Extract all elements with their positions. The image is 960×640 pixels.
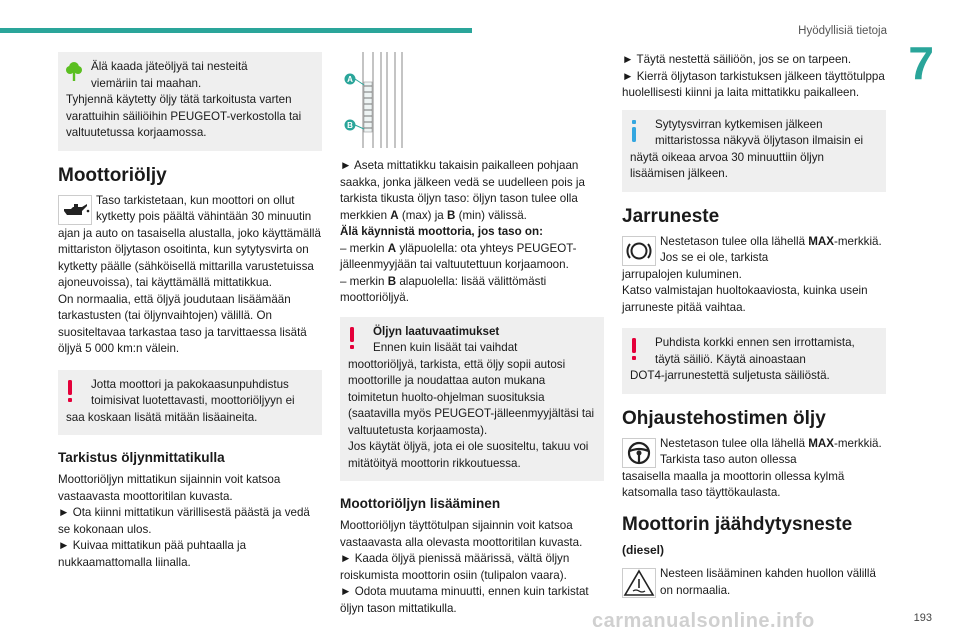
dipstick-illustration [340,52,604,148]
dipstick-heading: Tarkistus öljynmittatikulla [58,450,225,465]
mark-b: B [447,208,456,222]
adding-step-2: ► Odota muutama minuutti, ennen kuin tarkistat öljyn tason mittatikulla. [340,585,589,615]
brake-icon [622,236,656,266]
env-rest: Tyhjennä käytetty öljy tätä tarkoitusta varten varattuihin säiliöihin PEUGEOT-verkostolla tai valtuutetussa korjaamossa. [66,93,302,139]
adding-para-1: Moottoriöljyn täyttötulpan sijainnin voit katsoa vastaavasta alla olevasta moottoritilan kuvasta. [340,519,583,549]
brake-warning-box [622,328,886,394]
dash-above-a [340,241,604,274]
tree-icon [65,60,83,88]
label-b: B [347,121,353,130]
column-2 [340,52,604,617]
oil-can-icon [58,195,92,225]
brake-warn-rest: DOT4-jarrunestettä suljetusta säiliöstä. [630,369,830,382]
info-icon [629,118,639,150]
fill-step-1: ► Täytä nestettä säiliöön, jos se on tarpeen. [622,53,852,66]
additive-rest: saa koskaan lisätä mitään lisäaineita. [66,410,258,424]
additive-warning-box [58,370,322,436]
dash1-mark: A [387,241,397,255]
steering-heading: Ohjaustehostimen öljy [622,407,826,429]
brake-max-mark: MAX [808,234,835,248]
fill-step-2: ► Kierrä öljytason tarkistuksen jälkeen täyttötulppa huolellisesti kiinni ja laita mittatikku paikalleen. [622,69,885,99]
motor-oil-intro [58,193,322,292]
header-title: Hyödyllisiä tietoja [798,25,887,37]
exclamation-icon [629,336,639,368]
watermark: carmanualsonline.info [592,610,815,632]
dash-below-b [340,274,604,307]
page-number: 193 [913,612,932,624]
additive-line-2: toimisivat luotettavasti, moottoriöljyyn ei [91,394,295,407]
quality-rest: moottoriöljyä, tarkista, että öljy sopii autosi moottorille ja noudattaa auton mukana toimitetun huolto-ohjelman suosituksia (saatavilla myös PEUGEOT-jälleenmyyjältäsi tai valtuutetusta korjaamosta). [348,357,595,437]
column-1 [58,52,322,571]
info-line-1: Sytytysvirran kytkemisen jälkeen [655,117,823,131]
motor-oil-intro-indent: Taso tarkistetaan, kun moottori on ollut kytketty pois päältä vähintään 30 minuutin [96,193,312,223]
coolant-warning-icon [622,568,656,598]
brake-fluid-intro [622,234,886,284]
dash2-mark: B [387,274,397,288]
info-line-2: mittaristossa näkyvä öljytason ilmaisin ei [655,134,864,147]
brake-indent-pre: Nestetason tulee olla lähellä [660,234,806,248]
steering-indent-post: -merkkiä. Tarkista taso auton ollessa [660,436,882,466]
chapter-number: 7 [908,37,934,89]
coolant-intro [622,566,886,599]
column-3 [622,52,886,599]
oil-indicator-info-box [622,110,886,192]
env-line-1: Älä kaada jäteöljyä tai nesteitä [91,60,248,73]
mark-a: A [390,208,399,222]
brake-rest: jarrupalojen kuluminen. [622,267,742,281]
dash1-post: yläpuolella: ota yhteys PEUGEOT-jälleenmyyjään tai valtuutettuun korjaamoon. [340,241,577,271]
motor-oil-heading: Moottoriöljy [58,164,167,186]
brake-warn-line-2: täytä säiliö. Käytä ainoastaan [655,352,806,366]
coolant-diesel-label: (diesel) [622,542,665,557]
brake-fluid-heading: Jarruneste [622,205,720,227]
do-not-start-text: Älä käynnistä moottoria, jos taso on: [340,225,543,238]
coolant-indent: Nesteen lisääminen kahden huollon välillä on normaalia. [660,567,876,597]
reinsert-text: ► Aseta mittatikku takaisin paikalleen pohjaan saakka, jonka jälkeen vedä se uudelleen pois ja tarkista tikusta öljyn taso: öljyn tason tulee olla merkkien [340,159,585,222]
brake-para-2: Katso valmistajan huoltokaaviosta, kuinka usein jarruneste pitää vaihtaa. [622,284,868,314]
do-not-start-line [340,224,604,241]
quality-title-text: Öljyn laatuvaatimukset [373,324,500,338]
additive-line-1: Jotta moottori ja pakokaasunpuhdistus [91,377,289,391]
dipstick-drawing [340,52,440,148]
adding-step-1: ► Kaada öljyä pienissä määrissä, vältä öljyn roiskumista moottorin osiin (tulipalon vaara). [340,552,570,582]
steering-intro [622,436,886,502]
brake-warn-line-1: Puhdista korkki ennen sen irrottamista, [655,336,855,349]
reinsert-end: (min) välissä. [458,208,527,222]
dash2-post: alapuolella: lisää välittömästi moottoriöljyä. [340,274,547,304]
dipstick-step-1: ► Ota kiinni mittatikun värillisestä päästä ja vedä se kokonaan ulos. [58,506,310,536]
environment-note-box [58,52,322,151]
exclamation-icon [347,325,357,357]
quality-title [348,324,596,341]
steering-rest: tasaisella maalla ja moottorin ollessa kylmä katsomalla taso täyttökaulasta. [622,469,845,499]
brake-indent-post: -merkkiä. Jos se ei ole, tarkista [660,234,882,264]
dash2-pre: – merkin [340,274,385,288]
motor-oil-intro-rest: ajan ja auto on tasaisella alustalla, joko käyttämällä mittariston öljytason osoitinta, kun sytytysvirta on kytketty päälle (sähköisellä mittarilla varustetuissa ajoneuvoissa), tai käyttämällä mittatikkua. [58,226,321,289]
dipstick-para-1: Moottoriöljyn mittatikun sijainnin voit katsoa vastaavasta moottoritilan kuvasta. [58,473,281,503]
coolant-heading: Moottorin jäähdytysneste [622,513,853,535]
dash1-pre: – merkin [340,241,385,255]
dipstick-step-2: ► Kuivaa mittatikun pää puhtaalla ja nukkaamattomalla liinalla. [58,539,247,569]
info-rest: näytä oikeaa arvoa 30 minuuttiin öljyn lisäämisen jälkeen. [630,150,824,180]
env-line-2: viemäriin tai maahan. [91,76,202,90]
quality-line-2: Ennen kuin lisäät tai vaihdat [373,341,518,354]
exclamation-icon [65,378,75,410]
header-accent-bar [0,28,472,33]
oil-quality-box [340,317,604,482]
steering-indent-pre: Nestetason tulee olla lähellä [660,436,806,450]
reinsert-para [340,158,604,224]
steering-max-mark: MAX [808,436,835,450]
label-a: A [347,75,353,84]
quality-para-2: Jos käytät öljyä, jota ei ole suositeltu, takuu voi mitätöityä moottorin rikkoutuessa. [348,440,589,470]
reinsert-mid: (max) ja [401,208,444,222]
steering-wheel-icon [622,438,656,468]
adding-heading: Moottoriöljyn lisääminen [340,496,501,511]
motor-oil-para-2: On normaalia, että öljyä joudutaan lisäämään tarkastusten (tai öljynvaihtojen) välillä. On suositeltavaa tarkastaa taso ja tarvittaessa lisätä öljyä 5 000 km:n välein. [58,292,307,355]
